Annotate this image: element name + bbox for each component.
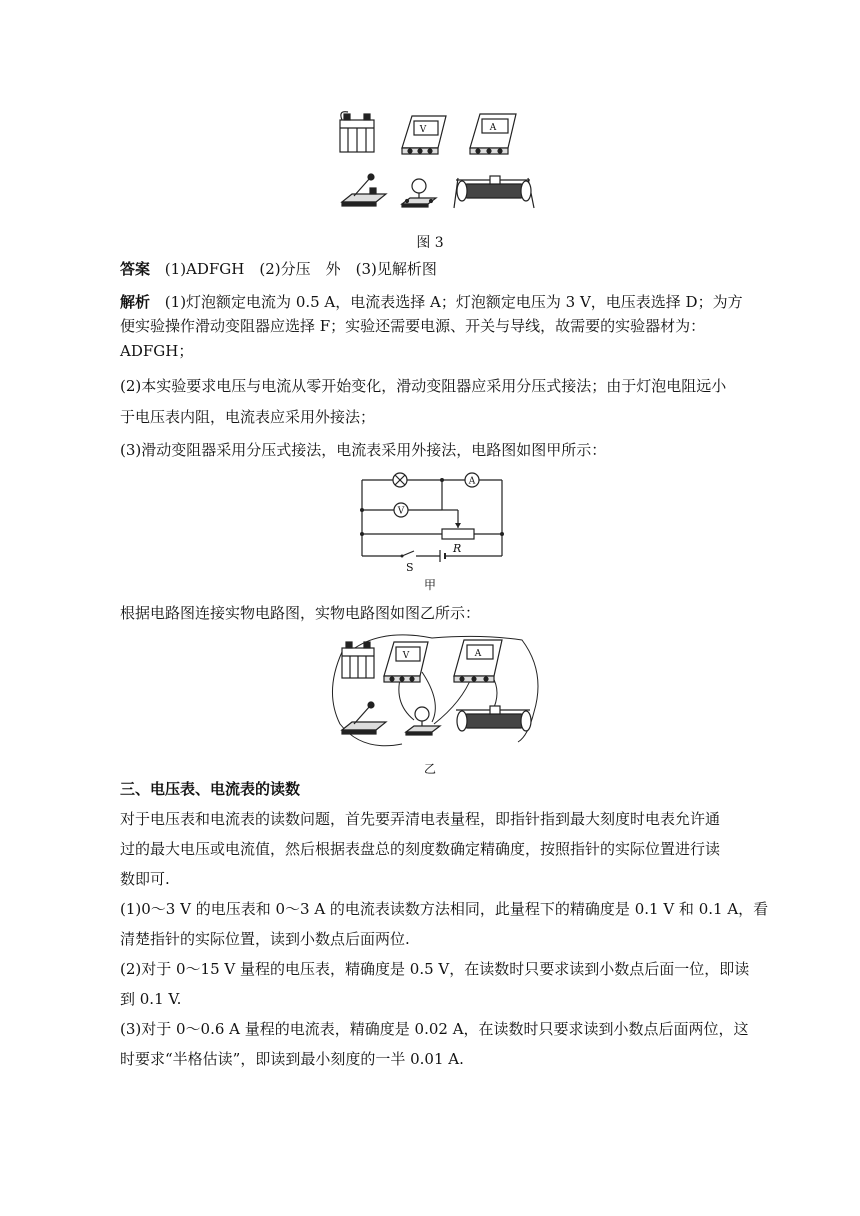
physical-circuit-illustration: [322, 632, 544, 757]
physical-circuit-intro: 根据电路图连接实物电路图，实物电路图如图乙所示：: [120, 604, 481, 622]
physical-caption: 乙: [423, 762, 436, 776]
lamp-symbol-icon: [393, 473, 407, 487]
circuit-switch-label: S: [406, 561, 414, 574]
circuit-caption: 甲: [423, 578, 436, 592]
analysis-label: 解析: [120, 293, 151, 311]
answer-label: 答案: [120, 260, 151, 278]
battery-symbol-icon: [440, 550, 445, 562]
circuit-voltmeter-label: V: [397, 506, 405, 517]
figure3-equipment-illustration: [330, 108, 540, 218]
section3-line-6: (2)对于 0～15 V 量程的电压表，精确度是 0.5 V，在读数时只要求读到小数点后面一位，即读: [120, 960, 750, 978]
circuit-diagram: [350, 472, 510, 572]
battery-icon: [340, 112, 374, 152]
section3-line-4: (1)0～3 V 的电压表和 0～3 A 的电流表读数方法相同，此量程下的精确度是 0.1 V 和 0.1 A，看: [120, 900, 769, 918]
figure3-caption: 图 3: [416, 235, 444, 251]
analysis-line-6: (3)滑动变阻器采用分压式接法，电流表采用外接法，电路图如图甲所示：: [120, 441, 607, 459]
figure3-ammeter-label: A: [489, 123, 497, 133]
physical-ammeter-label: A: [474, 649, 482, 659]
voltmeter-device-icon: [402, 116, 446, 154]
section3-heading: 三、电压表、电流表的读数: [120, 780, 301, 798]
section3-line-2: 过的最大电压或电流值，然后根据表盘总的刻度数确定精确度，按照指针的实际位置进行读: [120, 840, 721, 858]
circuit-resistor-label: R: [453, 542, 462, 555]
answer-text: (1)ADFGH (2)分压 外 (3)见解析图: [164, 260, 437, 278]
analysis-line-5: 于电压表内阻，电流表应采用外接法；: [120, 408, 376, 426]
physical-voltmeter-label: V: [402, 651, 410, 661]
lamp-device-icon: [402, 179, 436, 207]
section3-line-3: 数即可.: [120, 870, 170, 888]
answer-paragraph: [120, 258, 742, 280]
circuit-ammeter-label: A: [468, 476, 476, 487]
section3-line-7: 到 0.1 V.: [120, 990, 182, 1008]
section3-line-9: 时要求“半格估读”，即读到最小刻度的一半 0.01 A.: [120, 1050, 464, 1068]
section3-line-5: 清楚指针的实际位置，读到小数点后面两位.: [120, 930, 410, 948]
analysis-line-4: (2)本实验要求电压与电流从零开始变化，滑动变阻器应采用分压式接法；由于灯泡电阻远小: [120, 377, 727, 395]
rheostat-device-icon: [454, 176, 534, 208]
switch-device-icon: [342, 174, 386, 206]
ammeter-device-icon: [470, 114, 516, 154]
figure3-voltmeter-label: V: [419, 125, 427, 135]
analysis-line-1: 解析 (1)灯泡额定电流为 0.5 A，电流表选择 A；灯泡额定电压为 3 V，电压表选择 D；为方: [120, 293, 743, 311]
section3-line-1: 对于电压表和电流表的读数问题，首先要弄清电表量程，即指针指到最大刻度时电表允许通: [120, 810, 721, 828]
analysis-line-2: 便实验操作滑动变阻器应选择 F；实验还需要电源、开关与导线，故需要的实验器材为：: [120, 317, 706, 335]
section3-line-8: (3)对于 0～0.6 A 量程的电流表，精确度是 0.02 A，在读数时只要求读到小数点后面两位，这: [120, 1020, 749, 1038]
resistor-symbol: [442, 529, 474, 539]
analysis-line-3: ADFGH；: [120, 342, 194, 360]
